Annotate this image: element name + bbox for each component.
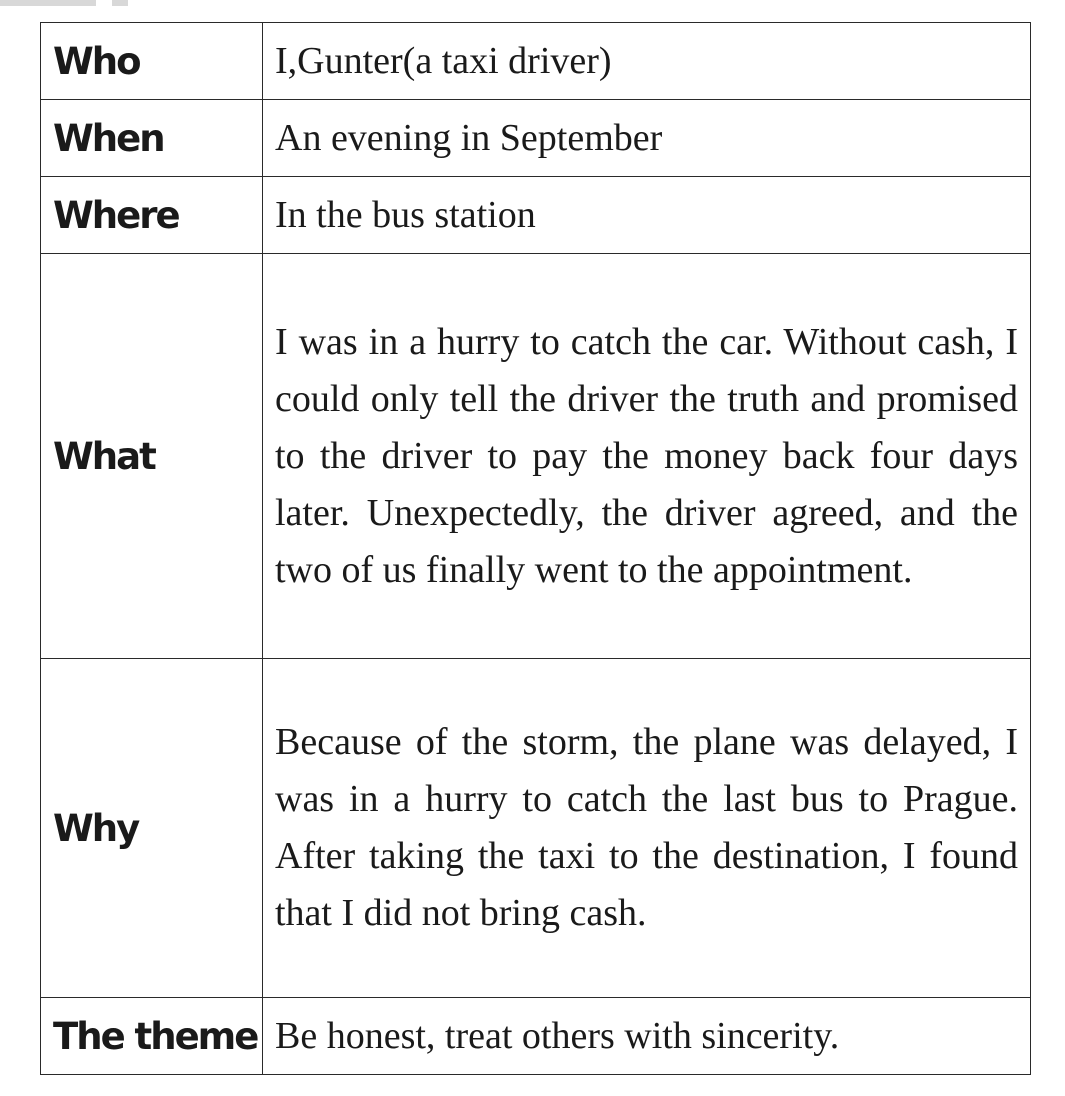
- row-label-why: Why: [41, 659, 263, 998]
- row-value-when: An evening in September: [263, 100, 1031, 177]
- scan-artifact: [0, 0, 160, 6]
- row-value-theme: Be honest, treat others with sincerity.: [263, 998, 1031, 1075]
- row-label-when: When: [41, 100, 263, 177]
- row-label-what: What: [41, 254, 263, 659]
- table-row-theme: [41, 998, 1031, 1075]
- table-row-when: [41, 100, 1031, 177]
- story-elements-table: [40, 22, 1031, 1075]
- row-label-theme: The theme: [41, 998, 263, 1075]
- row-value-why: Because of the storm, the plane was delayed, I was in a hurry to catch the last bus to Prague. After taking the taxi to the destination, I found that I did not bring cash.: [263, 659, 1031, 998]
- row-value-who: I,Gunter(a taxi driver): [263, 23, 1031, 100]
- table-row-where: [41, 177, 1031, 254]
- row-value-where: In the bus station: [263, 177, 1031, 254]
- row-value-what: I was in a hurry to catch the car. Without cash, I could only tell the driver the truth and promised to the driver to pay the money back four days later. Unexpectedly, the driver agreed, and the two of us finally went to the appointment.: [263, 254, 1031, 659]
- row-label-who: Who: [41, 23, 263, 100]
- table-row-who: [41, 23, 1031, 100]
- table-row-what: [41, 254, 1031, 659]
- table-row-why: [41, 659, 1031, 998]
- row-label-where: Where: [41, 177, 263, 254]
